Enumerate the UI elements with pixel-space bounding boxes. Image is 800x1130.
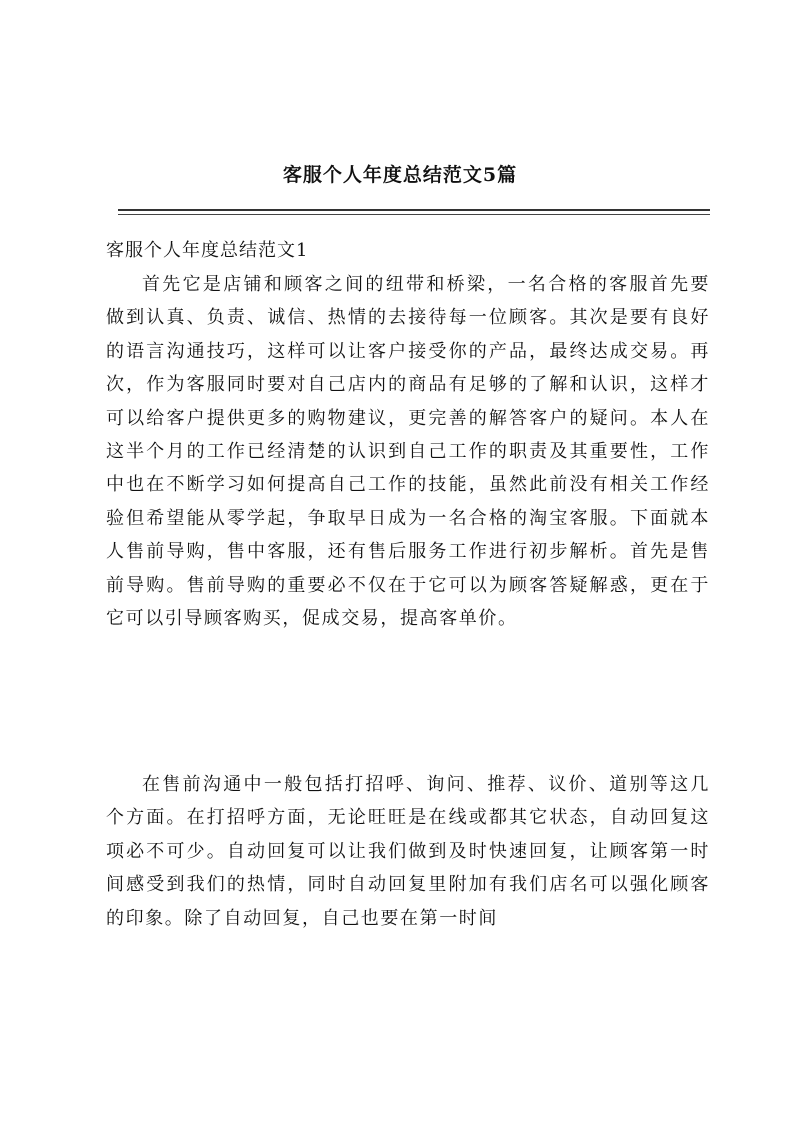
title-divider-thick: [118, 209, 710, 211]
paragraph-2: 在售前沟通中一般包括打招呼、询问、推荐、议价、道别等这几个方面。在打招呼方面，无论旺旺是在线或都其它状态，自动回复这项必不可少。自动回复可以让我们做到及时快速回复，让顾客第一时间感受到我们的热情，同时自动回复里附加有我们店名可以强化顾客的印象。除了自动回复，自己也要在第一时间: [106, 774, 710, 929]
title-divider-thin: [118, 214, 710, 215]
section-heading: 客服个人年度总结范文1: [106, 240, 309, 261]
paragraph-1: 首先它是店铺和顾客之间的纽带和桥梁，一名合格的客服首先要做到认真、负责、诚信、热情的去接待每一位顾客。其次是要有良好的语言沟通技巧，这样可以让客户接受你的产品，最终达成交易。再次，作为客服同时要对自己店内的商品有足够的了解和认识，这样才可以给客户提供更多的购物建议，更完善的解答客户的疑问。本人在这半个月的工作已经清楚的认识到自己工作的职责及其重要性，工作中也在不断学习如何提高自己工作的技能，虽然此前没有相关工作经验但希望能从零学起，争取早日成为一名合格的淘宝客服。下面就本人售前导购，售中客服，还有售后服务工作进行初步解析。首先是售前导购。售前导购的重要必不仅在于它可以为顾客答疑解惑，更在于它可以引导顾客购买，促成交易，提高客单价。: [106, 274, 710, 630]
document-title: 客服个人年度总结范文5篇: [282, 164, 518, 186]
